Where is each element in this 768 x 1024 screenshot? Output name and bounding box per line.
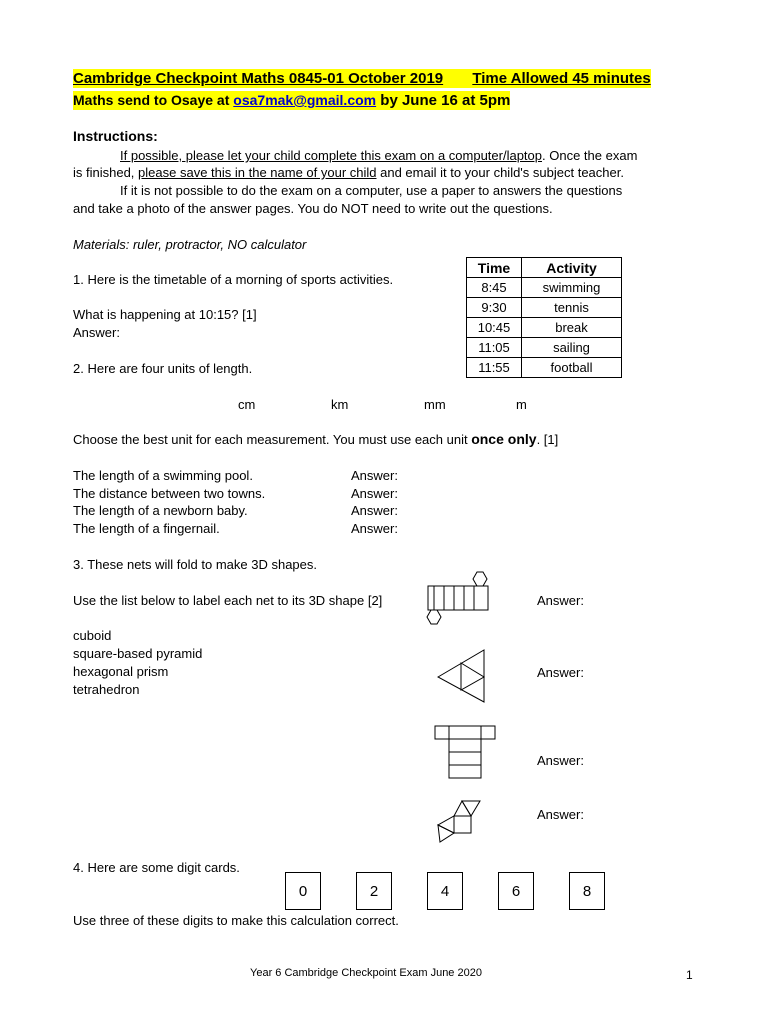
exam-title [73, 69, 651, 88]
q1-answer-label: Answer: [73, 325, 120, 340]
table-row [467, 358, 622, 378]
digit-card: 0 [285, 872, 321, 910]
timetable-time: 11:05 [467, 338, 522, 358]
unit-m: m [516, 397, 527, 412]
page-footer: Year 6 Cambridge Checkpoint Exam June 2020 [250, 967, 482, 979]
q2-instruction-end: . [1] [536, 432, 559, 447]
timetable-header-activity: Activity [522, 258, 622, 278]
timetable-header-row [467, 258, 622, 278]
timetable-activity: break [522, 318, 622, 338]
instructions-line2-start: is finished, [73, 165, 139, 180]
digit-card: 2 [356, 872, 392, 910]
q3-instruction: Use the list below to label each net to its 3D shape [2] [73, 593, 383, 608]
shape-option: cuboid [73, 628, 112, 643]
unit-km: km [331, 397, 349, 412]
q2-item-label: The length of a fingernail. [73, 521, 220, 536]
instructions-line2-underlined: please save this in the name of your child [138, 165, 377, 180]
q3-text: 3. These nets will fold to make 3D shapes. [73, 557, 317, 572]
q2-item-label: The distance between two towns. [73, 486, 266, 501]
q2-instruction [73, 431, 558, 448]
hexagonal-prism-net [420, 568, 490, 630]
q4-instruction: Use three of these digits to make this calculation correct. [73, 913, 399, 928]
digit-card: 4 [427, 872, 463, 910]
instructions-heading: Instructions: [73, 128, 158, 144]
timetable-time: 11:55 [467, 358, 522, 378]
table-row [467, 298, 622, 318]
q2-item-label: The length of a swimming pool. [73, 468, 253, 483]
time-allowed: Time Allowed 45 minutes [472, 70, 651, 87]
timetable-activity: football [522, 358, 622, 378]
exam-title-text: Cambridge Checkpoint Maths 0845-01 October 2019 [73, 70, 444, 87]
send-instructions [73, 91, 510, 110]
q2-item-answer: Answer: [351, 486, 398, 501]
email-link[interactable]: osa7mak@gmail.com [233, 92, 377, 108]
send-prefix: Maths send to Osaye at [73, 92, 234, 108]
cuboid-net [432, 723, 498, 779]
instructions-line-3: If it is not possible to do the exam on a computer, use a paper to answers the questions [120, 183, 623, 198]
timetable-time: 9:30 [467, 298, 522, 318]
instructions-line-4: and take a photo of the answer pages. You do NOT need to write out the questions. [73, 201, 553, 216]
table-row [467, 338, 622, 358]
shape-option: hexagonal prism [73, 664, 169, 679]
q4-text: 4. Here are some digit cards. [73, 860, 240, 875]
q1-question: What is happening at 10:15? [1] [73, 307, 257, 322]
net-answer-label: Answer: [537, 807, 584, 822]
materials-note: Materials: ruler, protractor, NO calculator [73, 237, 307, 252]
timetable-time: 10:45 [467, 318, 522, 338]
shape-option: square-based pyramid [73, 646, 203, 661]
timetable-activity: tennis [522, 298, 622, 318]
instructions-p1-underlined: If possible, please let your child complete this exam on a computer/laptop [120, 148, 543, 163]
timetable-header-time: Time [467, 258, 522, 278]
shape-option: tetrahedron [73, 682, 140, 697]
q2-item-label: The length of a newborn baby. [73, 503, 248, 518]
net-answer-label: Answer: [537, 753, 584, 768]
q2-item-answer: Answer: [351, 503, 398, 518]
q1-text: 1. Here is the timetable of a morning of sports activities. [73, 272, 394, 287]
table-row [467, 278, 622, 298]
instructions-p1-rest: . Once the exam [542, 148, 638, 163]
unit-cm: cm [238, 397, 256, 412]
net-answer-label: Answer: [537, 593, 584, 608]
send-suffix: by June 16 at 5pm [376, 92, 511, 109]
instructions-line2-end: and email it to your child's subject teacher. [376, 165, 624, 180]
digit-card: 8 [569, 872, 605, 910]
timetable-time: 8:45 [467, 278, 522, 298]
timetable-activity: swimming [522, 278, 622, 298]
q2-text: 2. Here are four units of length. [73, 361, 253, 376]
net-answer-label: Answer: [537, 665, 584, 680]
q2-item-answer: Answer: [351, 521, 398, 536]
unit-mm: mm [424, 397, 446, 412]
instructions-line-1 [120, 147, 637, 164]
q2-instruction-bold: once only [471, 431, 537, 447]
timetable [466, 257, 622, 378]
q2-item-answer: Answer: [351, 468, 398, 483]
timetable-activity: sailing [522, 338, 622, 358]
tetrahedron-net [432, 645, 492, 705]
square-based-pyramid-net [432, 798, 484, 846]
q2-instruction-start: Choose the best unit for each measurement. You must use each unit [73, 432, 472, 447]
page-number: 1 [686, 968, 693, 982]
digit-card: 6 [498, 872, 534, 910]
table-row [467, 318, 622, 338]
instructions-line-2 [73, 164, 624, 181]
